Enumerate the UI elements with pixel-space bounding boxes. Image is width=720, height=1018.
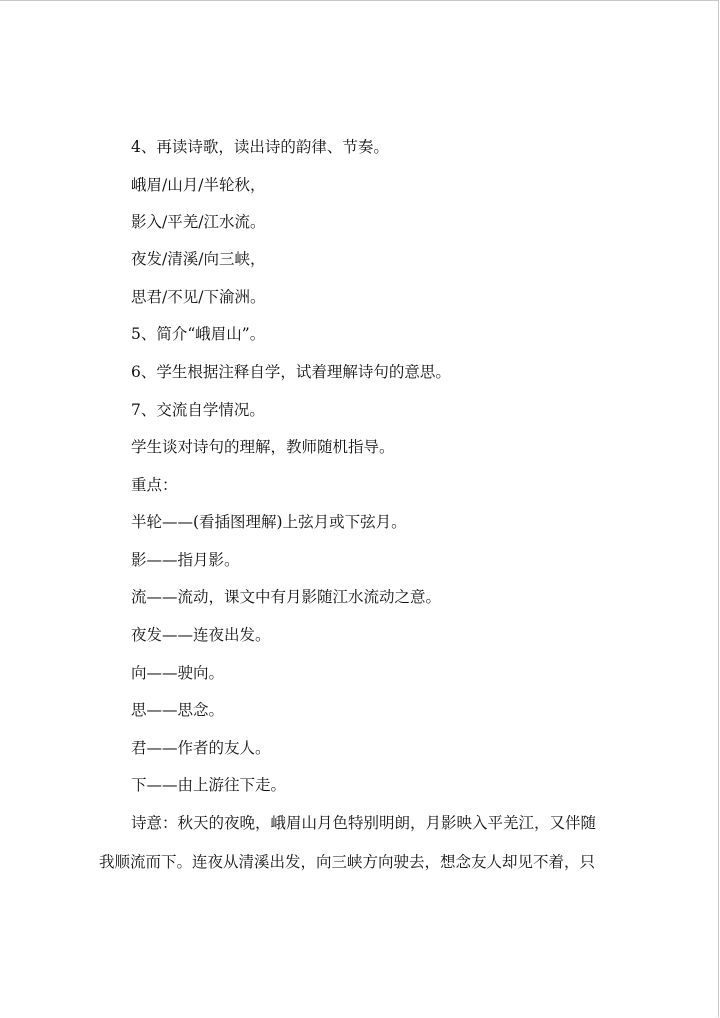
meaning-paragraph-line-2 bbox=[99, 852, 619, 872]
step-5-text: 5、简介“峨眉山”。 bbox=[131, 325, 266, 343]
step-7-text: 7、交流自学情况。 bbox=[131, 401, 265, 419]
meaning-text-1: 诗意：秋天的夜晚，峨眉山月色特别明朗，月影映入平羌江，又伴随 bbox=[131, 814, 597, 832]
step-6-text: 6、学生根据注释自学，试着理解诗句的意思。 bbox=[131, 363, 451, 381]
poem-line-1: 峨眉/山月/半轮秋， bbox=[131, 176, 266, 194]
meaning-paragraph-line-1 bbox=[99, 813, 619, 833]
gloss-liu: 流——流动，课文中有月影随江水流动之意。 bbox=[131, 588, 442, 606]
discussion-text: 学生谈对诗句的理解，教师随机指导。 bbox=[131, 438, 395, 456]
gloss-yefa: 夜发——连夜出发。 bbox=[131, 626, 271, 644]
gloss-si: 思——思念。 bbox=[131, 701, 225, 719]
key-points-heading: 重点： bbox=[131, 476, 178, 494]
gloss-xiang: 向——驶向。 bbox=[131, 664, 225, 682]
poem-line-2: 影入/平羌/江水流。 bbox=[131, 213, 266, 231]
gloss-ying: 影——指月影。 bbox=[131, 551, 240, 569]
step-4-text: 4、再读诗歌，读出诗的韵律、节奏。 bbox=[131, 138, 389, 156]
gloss-jun: 君——作者的友人。 bbox=[131, 739, 271, 757]
gloss-xia: 下——由上游往下走。 bbox=[131, 776, 287, 794]
poem-line-3: 夜发/清溪/向三峡， bbox=[131, 250, 266, 268]
gloss-banlun: 半轮——(看插图理解)上弦月或下弦月。 bbox=[131, 513, 407, 531]
meaning-text-2: 我顺流而下。连夜从清溪出发，向三峡方向驶去，想念友人却见不着，只 bbox=[99, 853, 596, 871]
poem-line-4: 思君/不见/下渝洲。 bbox=[131, 288, 266, 306]
